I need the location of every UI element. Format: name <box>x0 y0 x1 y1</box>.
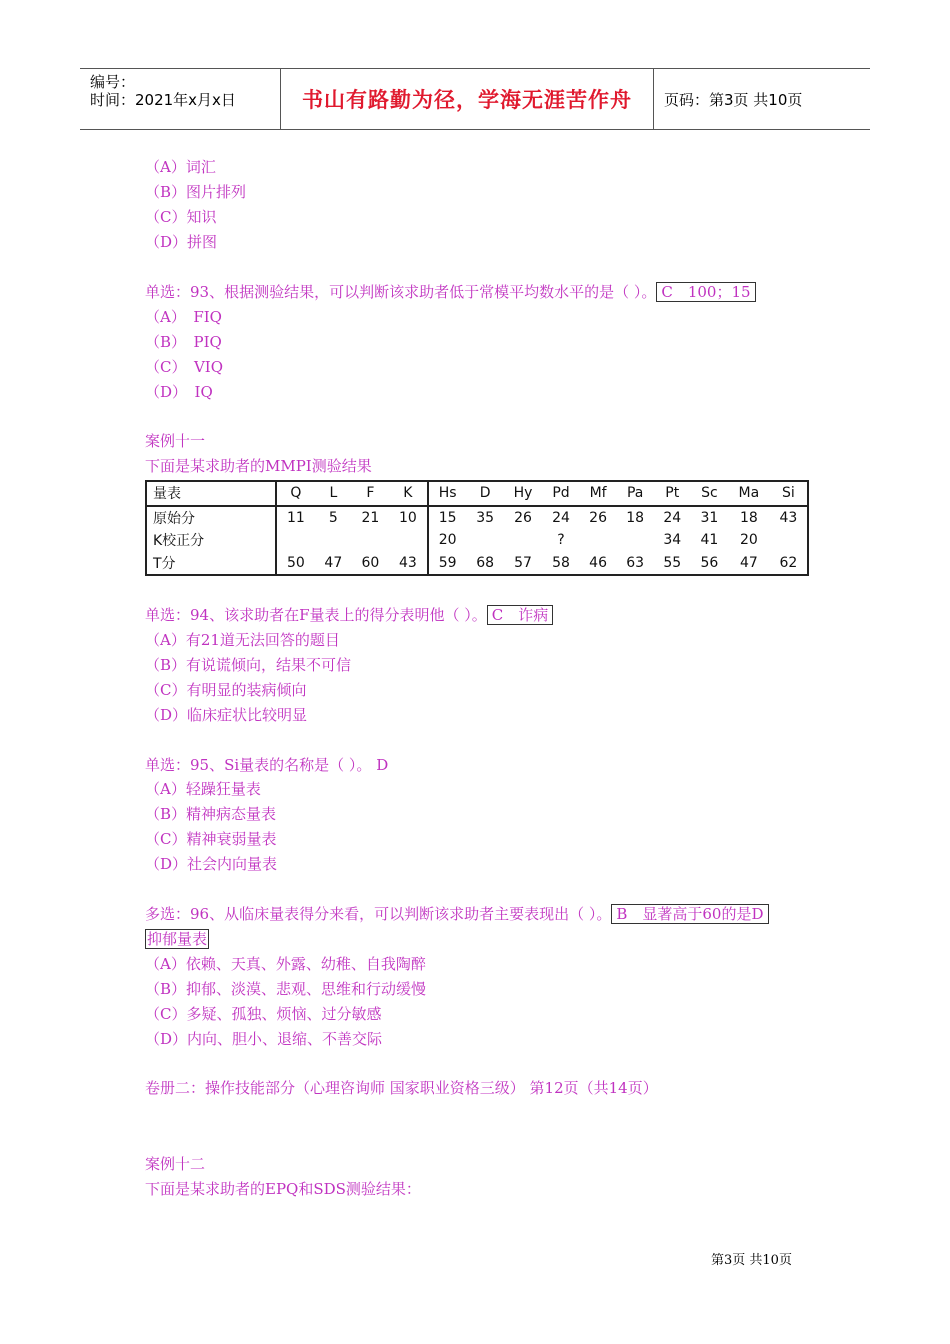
page-header <box>80 68 870 130</box>
q94-option-c: （C）有明显的装病倾向 <box>145 681 307 699</box>
q96-option-b: （B）抑郁、淡漠、悲观、思维和行动缓慢 <box>145 980 427 998</box>
mmpi-header-cell: Hs <box>428 482 467 506</box>
q93-stem: 单选：93、根据测验结果，可以判断该求助者低于常模平均数水平的是（ ）。 <box>145 283 657 301</box>
mmpi-cell: 46 <box>589 554 607 571</box>
mmpi-cell: 20 <box>428 529 467 551</box>
q96-option-c: （C）多疑、孤独、烦恼、过分敏感 <box>145 1005 382 1023</box>
mmpi-cell <box>315 529 352 551</box>
mmpi-cell: 43 <box>398 554 417 571</box>
mmpi-header-cell: L <box>315 482 352 506</box>
q94-option-b: （B）有说谎倾向，结果不可信 <box>145 656 352 674</box>
q92-option-b: （B）图片排列 <box>145 183 247 201</box>
mmpi-cell: 18 <box>739 509 758 526</box>
mmpi-cell: 原始分 <box>153 510 195 527</box>
mmpi-cell: ? <box>557 532 565 549</box>
mmpi-header-cell: Hy <box>504 482 543 506</box>
q94-stem: 单选：94、该求助者在F量表上的得分表明他（ ）。 <box>145 606 487 624</box>
mmpi-cell: 21 <box>361 509 380 526</box>
q92-option-d: （D）拼图 <box>145 233 218 251</box>
mmpi-cell: 57 <box>514 554 532 571</box>
q95-option-d: （D）社会内向量表 <box>145 855 278 873</box>
case11-title: 案例十一 <box>145 432 206 450</box>
header-middle-cell <box>281 69 654 129</box>
mmpi-header-cell: D <box>467 482 504 506</box>
q93-option-c: （C） VIQ <box>145 358 224 376</box>
mmpi-header-cell: F <box>352 482 389 506</box>
mmpi-cell: 26 <box>589 509 607 526</box>
mmpi-cell <box>276 529 315 551</box>
q96-stem: 多选：96、从临床量表得分来看，可以判断该求助者主要表现出（ ）。 <box>145 905 612 923</box>
case11-intro: 下面是某求助者的MMPI测验结果 <box>145 457 372 475</box>
doc-date-label: 时间：2021年x月x日 <box>90 91 236 109</box>
mmpi-cell: 35 <box>476 509 495 526</box>
doc-number-label: 编号： <box>90 73 136 91</box>
mmpi-row-t-score <box>147 552 807 574</box>
mmpi-cell: 18 <box>626 509 645 526</box>
mmpi-cell: 68 <box>476 554 495 571</box>
mmpi-cell: 26 <box>514 509 532 526</box>
volume-source-line: 卷册二：操作技能部分（心理咨询师 国家职业资格三级） 第12页（共14页） <box>145 1079 658 1097</box>
mmpi-cell: 50 <box>276 552 315 574</box>
q95-option-a: （A）轻躁狂量表 <box>145 780 261 798</box>
q92-option-a: （A）词汇 <box>145 158 216 176</box>
page-footer: 第3页 共10页 <box>711 1253 792 1268</box>
mmpi-cell <box>770 529 807 551</box>
mmpi-header-cell: Pd <box>542 482 579 506</box>
header-motto: 书山有路勤为径，学海无涯苦作舟 <box>302 88 632 112</box>
q94-answer-box: C 诈病 <box>487 605 553 625</box>
header-left-cell <box>80 69 281 129</box>
mmpi-cell: 15 <box>428 506 467 530</box>
mmpi-cell: 10 <box>398 509 417 526</box>
mmpi-cell: 41 <box>700 532 719 549</box>
q93-option-a: （A） FIQ <box>145 308 222 326</box>
q95-option-b: （B）精神病态量表 <box>145 805 277 823</box>
mmpi-cell: 5 <box>328 509 338 526</box>
mmpi-cell: 31 <box>700 509 719 526</box>
mmpi-cell <box>352 529 389 551</box>
header-page-code: 页码：第3页 共10页 <box>664 90 803 109</box>
mmpi-header-cell: Pa <box>617 482 654 506</box>
q96-answer-box-line1: B 显著高于60的是D <box>611 904 768 924</box>
mmpi-cell: 47 <box>739 554 758 571</box>
q94-question <box>145 605 553 625</box>
q93-option-d: （D） IQ <box>145 383 213 401</box>
mmpi-cell: 11 <box>276 506 315 530</box>
mmpi-cell: 58 <box>552 554 570 571</box>
mmpi-header-cell: Si <box>770 482 807 506</box>
q96-question <box>145 904 769 924</box>
q96-answer-box-line2: 抑郁量表 <box>147 930 208 948</box>
mmpi-cell: 60 <box>361 554 380 571</box>
q93-option-b: （B） PIQ <box>145 333 222 351</box>
mmpi-cell: K校正分 <box>153 533 205 550</box>
mmpi-cell: 62 <box>779 554 798 571</box>
mmpi-header-row <box>147 482 807 506</box>
case12-title: 案例十二 <box>145 1155 206 1173</box>
q96-answer-continuation <box>145 929 209 949</box>
mmpi-results-table <box>145 480 809 576</box>
q94-option-d: （D）临床症状比较明显 <box>145 706 308 724</box>
mmpi-cell: 59 <box>428 552 467 574</box>
case12-intro: 下面是某求助者的EPQ和SDS测验结果： <box>145 1180 421 1198</box>
mmpi-header-cell: Mf <box>580 482 617 506</box>
mmpi-cell: 20 <box>739 532 758 549</box>
mmpi-cell <box>580 529 617 551</box>
mmpi-cell: 55 <box>663 554 682 571</box>
mmpi-header-cell: Ma <box>728 482 770 506</box>
q92-option-c: （C）知识 <box>145 208 217 226</box>
mmpi-cell <box>504 529 543 551</box>
mmpi-cell: 34 <box>663 532 682 549</box>
q94-option-a: （A）有21道无法回答的题目 <box>145 631 340 649</box>
q95-option-c: （C）精神衰弱量表 <box>145 830 277 848</box>
q96-option-d: （D）内向、胆小、退缩、不善交际 <box>145 1030 383 1048</box>
mmpi-row-raw <box>147 506 807 530</box>
mmpi-cell: T分 <box>153 555 176 572</box>
mmpi-header-cell: 量表 <box>147 482 276 506</box>
header-right-cell <box>654 69 870 129</box>
mmpi-header-cell: Q <box>276 482 315 506</box>
mmpi-cell: 24 <box>663 509 682 526</box>
q93-answer-box: C 100；15 <box>656 282 755 302</box>
mmpi-cell: 47 <box>324 554 343 571</box>
mmpi-cell: 63 <box>626 554 645 571</box>
mmpi-row-k-corrected <box>147 529 807 551</box>
q95-question: 单选：95、Si量表的名称是（ ）。 D <box>145 756 389 774</box>
mmpi-cell <box>467 529 504 551</box>
mmpi-cell: 56 <box>700 554 719 571</box>
mmpi-cell <box>617 529 654 551</box>
mmpi-header-cell: Sc <box>691 482 728 506</box>
mmpi-cell: 43 <box>779 509 798 526</box>
q93-question <box>145 282 756 302</box>
mmpi-header-cell: Pt <box>654 482 691 506</box>
mmpi-header-cell: K <box>389 482 428 506</box>
mmpi-cell <box>389 529 428 551</box>
mmpi-cell: 24 <box>552 509 570 526</box>
q96-option-a: （A）依赖、天真、外露、幼稚、自我陶醉 <box>145 955 426 973</box>
